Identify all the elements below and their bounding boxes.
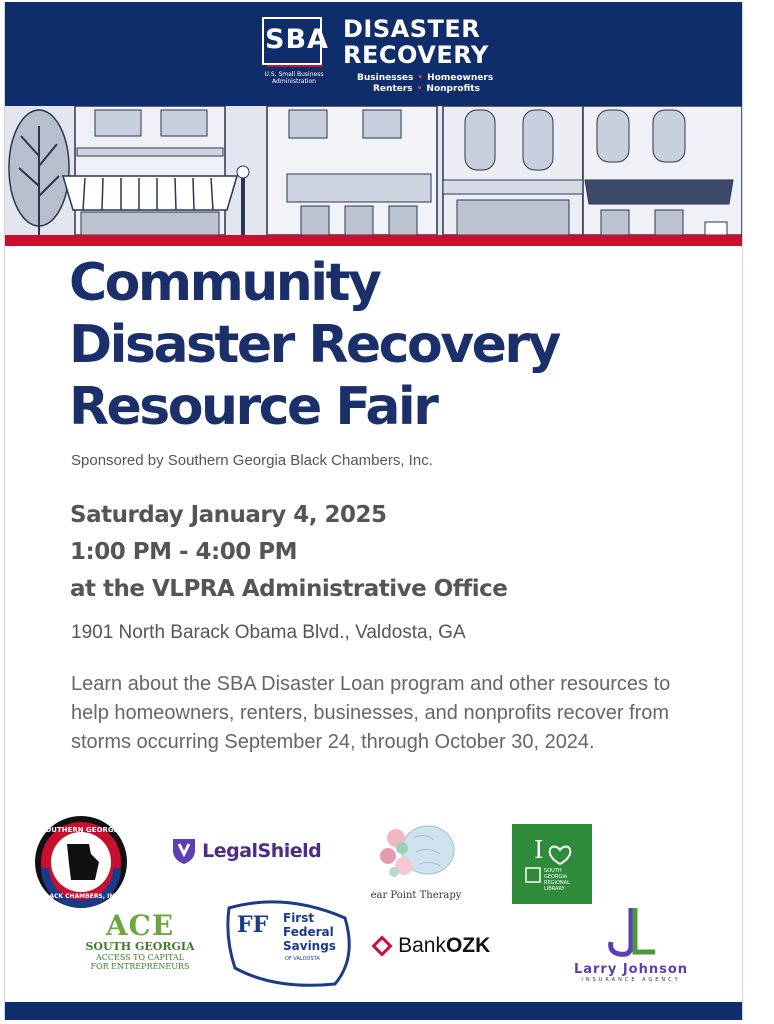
ace-logo [77,909,203,971]
sba-logo-rule [267,65,323,67]
title-line-2: Disaster Recovery [69,315,559,375]
ace-line3: FOR ENTREPRENEURS [90,962,190,971]
legalshield-text: LegalShield [202,840,322,862]
bank-ozk-logo [371,934,490,958]
title-line-1: Community [69,253,380,313]
library-line4: LIBRARY [544,886,565,892]
larry-johnson-sub: INSURANCE AGENCY [581,977,681,983]
library-line3: REGIONAL [544,880,570,886]
event-description: Learn about the SBA Disaster Loan program and other resources to help homeowners, renters, businesses, and nonprofits recover from storms occurring September 24, through October 30, 2024. [71,673,671,753]
lj-monogram-icon [601,906,661,958]
sgbc-bottom-text: BLACK CHAMBERS, INC. [40,893,122,900]
bank-ozk-text [398,934,490,957]
bank-ozk-bold: OZK [445,934,491,957]
first-federal-logo [225,898,355,988]
ff-line3: Savings [283,939,336,953]
sba-agency-name: U.S. Small Business Administration [264,71,324,85]
header-banner [5,2,742,106]
legalshield-shield-icon [171,836,197,866]
ace-line2: ACCESS TO CAPITAL [95,953,185,962]
audience-row-2 [373,84,480,94]
brain-flower-icon [374,818,458,886]
bullet-dot: • [417,73,424,83]
ff-line2: Federal [283,925,334,939]
earpoint-text: ear Point Therapy [370,890,462,901]
red-divider [5,235,742,246]
library-line1: SOUTH [544,868,562,874]
ozk-diamond-icon [371,935,393,957]
event-title [69,252,559,438]
storefront-illustration [5,106,742,235]
event-venue: at the VLPRA Administrative Office [70,576,508,602]
ace-mark: ACE [105,909,175,942]
bank-ozk-pre: Bank [398,934,446,957]
ff-line1: First [283,911,315,925]
larry-johnson-name: Larry Johnson [573,962,689,977]
event-address: 1901 North Barack Obama Blvd., Valdosta, GA [71,622,466,643]
footer-bar [5,1002,742,1020]
ff-line4: OF VALDOSTA [285,956,320,962]
sgbc-top-text: SOUTHERN GEORGIA [40,826,122,834]
storefront-street-icon [5,106,742,235]
audience-renters: Renters [373,84,413,94]
sgbc-logo [33,814,129,910]
audience-nonprofits: Nonprofits [426,84,480,94]
title-line-3: Resource Fair [69,377,437,437]
library-mark: I [534,836,544,864]
larry-johnson-logo [551,906,711,983]
legalshield-logo [171,836,321,866]
audience-businesses: Businesses [357,73,414,83]
library-logo [512,824,592,904]
program-title-line1: DISASTER [343,15,481,43]
program-title-line2: RECOVERY [343,41,489,69]
earpoint-logo [361,818,471,901]
sponsor-line: Sponsored by Southern Georgia Black Chambers, Inc. [71,452,433,469]
flyer [4,2,743,1020]
audience-row-1 [357,73,493,83]
ff-mark: FF [237,912,269,938]
bullet-dot: • [416,84,423,94]
event-date: Saturday January 4, 2025 [70,502,387,528]
program-title [343,16,489,68]
event-time: 1:00 PM - 4:00 PM [70,539,297,565]
ace-line1: SOUTH GEORGIA [85,940,195,953]
library-line2: GEORGIA [544,874,568,880]
sba-logo-text: SBA [265,24,329,55]
library-heart-icon [512,824,592,904]
audience-homeowners: Homeowners [427,73,494,83]
